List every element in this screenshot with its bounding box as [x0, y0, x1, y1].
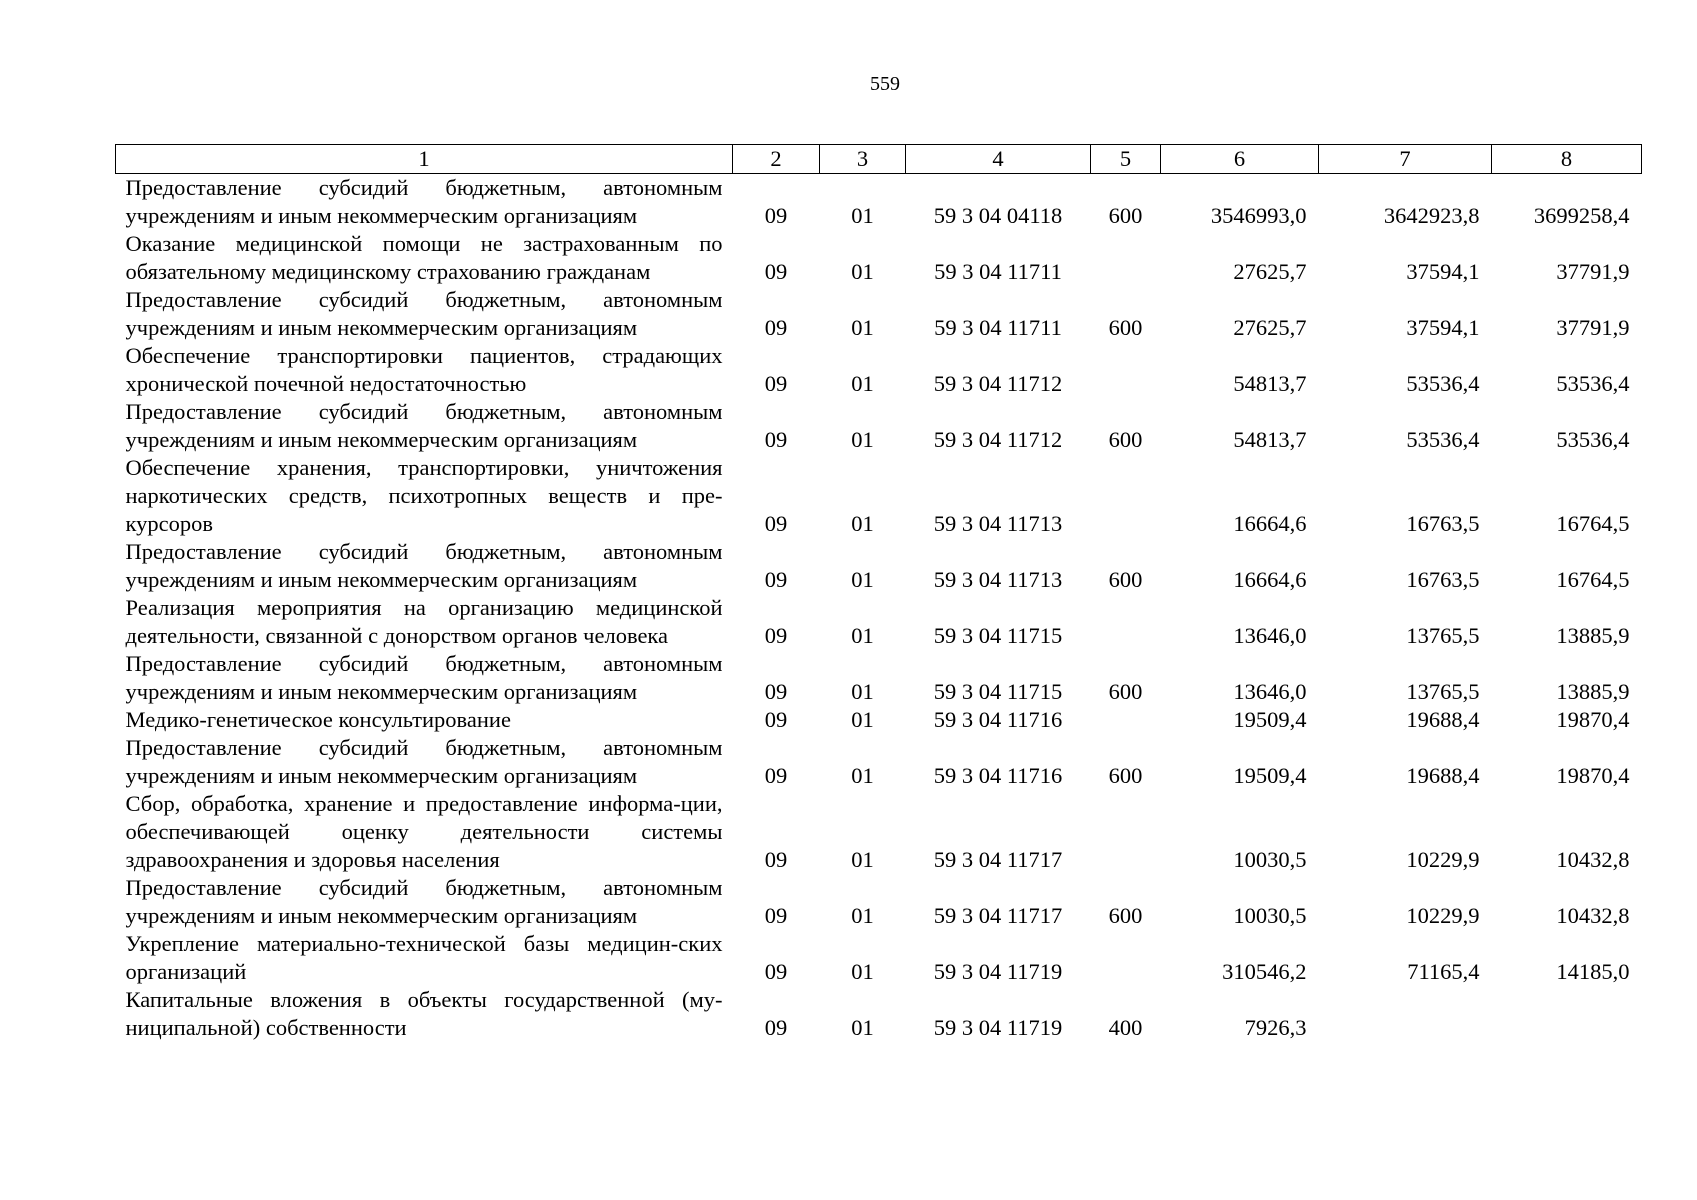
header-col-3: 3 [820, 145, 906, 174]
section-code: 09 [764, 511, 788, 536]
item-name: Укрепление материально-технической базы медицин-ских организаций [125, 931, 723, 984]
amount-col-8: 13885,9 [1556, 679, 1630, 704]
subsection-code: 01 [851, 959, 874, 984]
item-name: Сбор, обработка, хранение и предоставление информа-ции, обеспечивающей оценку деятельности системы здравоохранения и здоровья населения [125, 791, 723, 872]
item-name: Предоставление субсидий бюджетным, автономным учреждениям и иным некоммерческим организациям [125, 175, 723, 228]
header-col-6: 6 [1161, 145, 1319, 174]
amount-col-7: 53536,4 [1406, 371, 1480, 396]
section-code: 09 [764, 623, 788, 648]
section-code: 09 [764, 567, 788, 592]
target-article-code: 59 3 04 11712 [933, 371, 1063, 396]
item-name: Предоставление субсидий бюджетным, автономным учреждениям и иным некоммерческим организациям [125, 287, 723, 340]
amount-col-8: 13885,9 [1556, 623, 1630, 648]
expense-type-code [1091, 594, 1161, 650]
section-code: 09 [764, 371, 788, 396]
amount-col-8: 19870,4 [1556, 707, 1630, 732]
amount-col-6: 27625,7 [1233, 259, 1307, 284]
table-row [116, 874, 1642, 930]
section-code: 09 [764, 903, 788, 928]
table-row [116, 286, 1642, 342]
amount-col-6: 27625,7 [1233, 315, 1307, 340]
budget-table [115, 144, 1642, 1042]
table-row [116, 930, 1642, 986]
table-row [116, 398, 1642, 454]
amount-col-7: 53536,4 [1406, 427, 1480, 452]
amount-col-8: 53536,4 [1556, 371, 1630, 396]
subsection-code: 01 [851, 903, 874, 928]
expense-type-code: 600 [1108, 679, 1143, 704]
amount-col-8: 10432,8 [1556, 847, 1630, 872]
subsection-code: 01 [851, 511, 874, 536]
item-name: Медико-генетическое консультирование [125, 707, 511, 732]
expense-type-code: 400 [1108, 1015, 1143, 1040]
target-article-code: 59 3 04 11715 [933, 679, 1063, 704]
amount-col-7: 16763,5 [1406, 511, 1480, 536]
header-col-8: 8 [1492, 145, 1642, 174]
target-article-code: 59 3 04 11713 [933, 567, 1063, 592]
amount-col-7: 71165,4 [1407, 959, 1480, 984]
target-article-code: 59 3 04 11719 [933, 959, 1063, 984]
table-row [116, 174, 1642, 231]
amount-col-6: 19509,4 [1233, 707, 1307, 732]
table-row [116, 650, 1642, 706]
item-name: Предоставление субсидий бюджетным, автономным учреждениям и иным некоммерческим организациям [125, 735, 723, 788]
subsection-code: 01 [851, 259, 874, 284]
amount-col-7: 13765,5 [1406, 679, 1480, 704]
expense-type-code [1091, 342, 1161, 398]
section-code: 09 [764, 847, 788, 872]
target-article-code: 59 3 04 11712 [933, 427, 1063, 452]
expense-type-code [1091, 790, 1161, 874]
amount-col-8 [1492, 986, 1642, 1042]
subsection-code: 01 [851, 623, 874, 648]
amount-col-8: 53536,4 [1556, 427, 1630, 452]
section-code: 09 [764, 707, 788, 732]
item-name: Оказание медицинской помощи не застрахованным по обязательному медицинскому страхованию гражданам [125, 231, 723, 284]
item-name: Предоставление субсидий бюджетным, автономным учреждениям и иным некоммерческим организациям [125, 651, 723, 704]
table-row [116, 594, 1642, 650]
expense-type-code: 600 [1108, 763, 1143, 788]
amount-col-6: 54813,7 [1233, 371, 1307, 396]
amount-col-7 [1319, 986, 1492, 1042]
amount-col-6: 13646,0 [1233, 679, 1307, 704]
amount-col-7: 19688,4 [1406, 707, 1480, 732]
target-article-code: 59 3 04 11717 [933, 847, 1063, 872]
amount-col-6: 16664,6 [1233, 567, 1307, 592]
expense-type-code: 600 [1108, 203, 1143, 228]
item-name: Предоставление субсидий бюджетным, автономным учреждениям и иным некоммерческим организациям [125, 875, 723, 928]
item-name: Капитальные вложения в объекты государственной (му-ниципальной) собственности [125, 987, 723, 1040]
table-row [116, 706, 1642, 734]
item-name: Реализация мероприятия на организацию медицинской деятельности, связанной с донорством органов человека [125, 595, 723, 648]
section-code: 09 [764, 203, 788, 228]
amount-col-8: 3699258,4 [1533, 203, 1630, 228]
expense-type-code [1091, 930, 1161, 986]
amount-col-7: 37594,1 [1406, 259, 1480, 284]
subsection-code: 01 [851, 847, 874, 872]
amount-col-6: 19509,4 [1233, 763, 1307, 788]
expense-type-code: 600 [1108, 427, 1143, 452]
amount-col-8: 37791,9 [1556, 315, 1630, 340]
expense-type-code [1091, 706, 1161, 734]
subsection-code: 01 [851, 679, 874, 704]
amount-col-6: 10030,5 [1233, 903, 1307, 928]
section-code: 09 [764, 1015, 788, 1040]
table-row [116, 734, 1642, 790]
subsection-code: 01 [851, 315, 874, 340]
header-col-2: 2 [733, 145, 820, 174]
target-article-code: 59 3 04 11715 [933, 623, 1063, 648]
amount-col-8: 19870,4 [1556, 763, 1630, 788]
amount-col-6: 7926,3 [1244, 1015, 1307, 1040]
subsection-code: 01 [851, 203, 874, 228]
table-body [116, 174, 1642, 1043]
amount-col-7: 10229,9 [1406, 903, 1480, 928]
subsection-code: 01 [851, 427, 874, 452]
expense-type-code: 600 [1108, 567, 1143, 592]
item-name: Предоставление субсидий бюджетным, автономным учреждениям и иным некоммерческим организациям [125, 399, 723, 452]
amount-col-7: 13765,5 [1406, 623, 1480, 648]
section-code: 09 [764, 959, 788, 984]
target-article-code: 59 3 04 04118 [933, 203, 1063, 228]
table-row [116, 230, 1642, 286]
table-row [116, 454, 1642, 538]
section-code: 09 [764, 259, 788, 284]
subsection-code: 01 [851, 567, 874, 592]
expense-type-code [1091, 454, 1161, 538]
target-article-code: 59 3 04 11713 [933, 511, 1063, 536]
section-code: 09 [764, 315, 788, 340]
amount-col-6: 16664,6 [1233, 511, 1307, 536]
expense-type-code [1091, 230, 1161, 286]
expense-type-code: 600 [1108, 315, 1143, 340]
table-row [116, 986, 1642, 1042]
header-col-1: 1 [116, 145, 733, 174]
amount-col-6: 310546,2 [1222, 959, 1307, 984]
item-name: Обеспечение хранения, транспортировки, уничтожения наркотических средств, психотропных веществ и пре-курсоров [125, 455, 723, 536]
item-name: Предоставление субсидий бюджетным, автономным учреждениям и иным некоммерческим организациям [125, 539, 723, 592]
target-article-code: 59 3 04 11719 [933, 1015, 1063, 1040]
amount-col-8: 14185,0 [1556, 959, 1630, 984]
amount-col-8: 10432,8 [1556, 903, 1630, 928]
subsection-code: 01 [851, 1015, 874, 1040]
amount-col-8: 37791,9 [1556, 259, 1630, 284]
target-article-code: 59 3 04 11716 [933, 707, 1063, 732]
section-code: 09 [764, 427, 788, 452]
target-article-code: 59 3 04 11717 [933, 903, 1063, 928]
table-row [116, 342, 1642, 398]
amount-col-8: 16764,5 [1556, 567, 1630, 592]
header-row [116, 145, 1642, 174]
amount-col-7: 19688,4 [1406, 763, 1480, 788]
expense-type-code: 600 [1108, 903, 1143, 928]
section-code: 09 [764, 679, 788, 704]
target-article-code: 59 3 04 11711 [934, 315, 1062, 340]
page-number: 559 [870, 73, 900, 95]
amount-col-6: 3546993,0 [1210, 203, 1307, 228]
table-row [116, 538, 1642, 594]
amount-col-7: 10229,9 [1406, 847, 1480, 872]
amount-col-7: 16763,5 [1406, 567, 1480, 592]
amount-col-6: 13646,0 [1233, 623, 1307, 648]
target-article-code: 59 3 04 11716 [933, 763, 1063, 788]
amount-col-6: 10030,5 [1233, 847, 1307, 872]
header-col-5: 5 [1091, 145, 1161, 174]
amount-col-7: 37594,1 [1406, 315, 1480, 340]
subsection-code: 01 [851, 707, 874, 732]
section-code: 09 [764, 763, 788, 788]
amount-col-6: 54813,7 [1233, 427, 1307, 452]
amount-col-8: 16764,5 [1556, 511, 1630, 536]
amount-col-7: 3642923,8 [1383, 203, 1480, 228]
table-row [116, 790, 1642, 874]
subsection-code: 01 [851, 371, 874, 396]
header-col-7: 7 [1319, 145, 1492, 174]
target-article-code: 59 3 04 11711 [934, 259, 1062, 284]
subsection-code: 01 [851, 763, 874, 788]
header-col-4: 4 [906, 145, 1091, 174]
item-name: Обеспечение транспортировки пациентов, страдающих хронической почечной недостаточностью [125, 343, 723, 396]
